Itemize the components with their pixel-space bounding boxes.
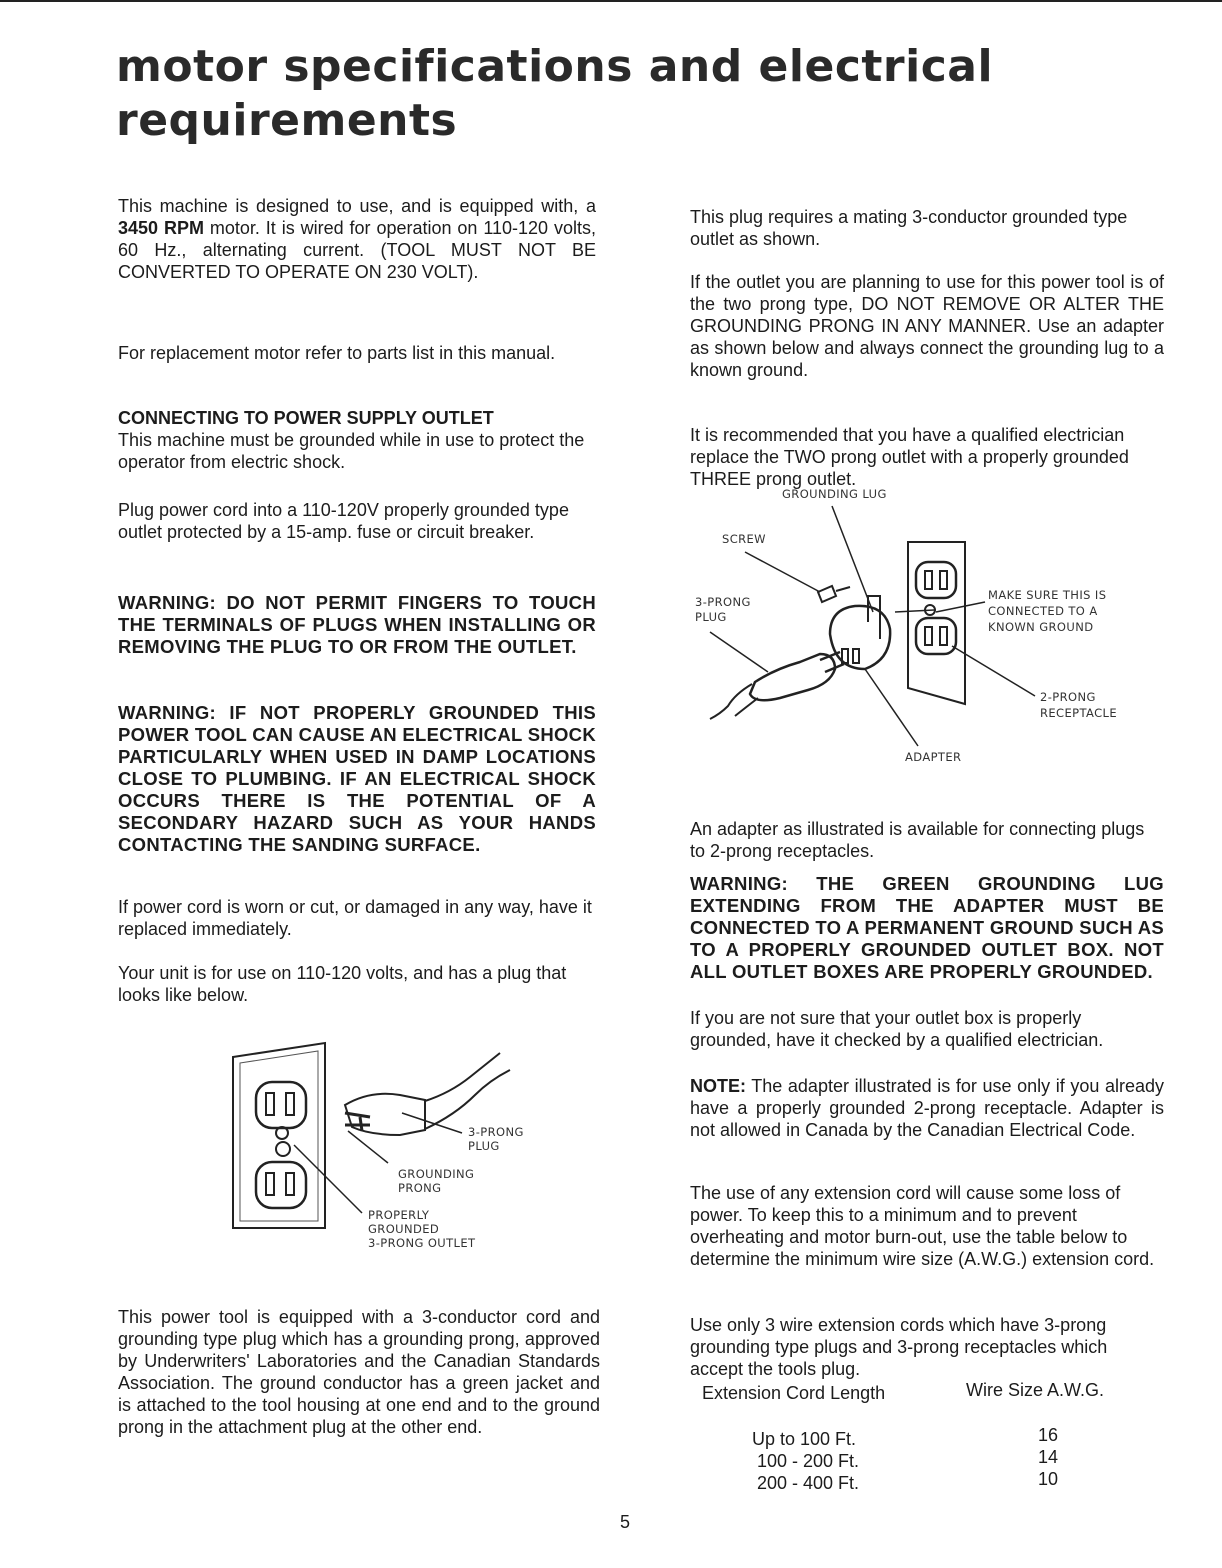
label-grounding-lug: GROUNDING LUG xyxy=(782,487,887,501)
wall-plate-outline xyxy=(233,1043,325,1228)
power-cord-paragraph: If power cord is worn or cut, or damaged in any way, have it replaced immediately. xyxy=(118,897,592,939)
screw-icon xyxy=(818,586,850,602)
table-header-length: Extension Cord Length xyxy=(702,1383,886,1403)
label-grounded: GROUNDED xyxy=(368,1222,440,1236)
label-receptacle: RECEPTACLE xyxy=(1040,706,1117,720)
table-cell-size: 14 xyxy=(1038,1447,1059,1467)
note-paragraph xyxy=(690,1075,1164,1141)
label-3-prong-outlet: 3-PRONG OUTLET xyxy=(368,1236,476,1250)
wall-plate-outline xyxy=(908,542,965,704)
table-header-size: Wire Size A.W.G. xyxy=(966,1380,1105,1400)
label-2-prong: 2-PRONG xyxy=(1040,690,1096,704)
adapter-available-paragraph: An adapter as illustrated is available for connecting plugs to 2-prong receptacles. xyxy=(690,819,1145,861)
section-heading: CONNECTING TO POWER SUPPLY OUTLET xyxy=(118,408,494,428)
extension-cord-paragraph: The use of any extension cord will cause some loss of power. To keep this to a minimum and to prevent overheating and motor burn-out, use the table below to determine the minimum wire size (A.W.G.) extension cord. xyxy=(690,1183,1155,1269)
three-wire-paragraph: Use only 3 wire extension cords which have 3-prong grounding type plugs and 3-prong receptacles which accept the tools plug. xyxy=(690,1315,1108,1379)
plug-power-paragraph: Plug power cord into a 110-120V properly grounded type outlet protected by a 15-amp. fuse or circuit breaker. xyxy=(118,500,569,542)
two-prong-paragraph: If the outlet you are planning to use for this power tool is of the two prong type, DO NOT REMOVE OR ALTER THE GROUNDING PRONG IN ANY MANNER. Use an adapter as shown below and always connect the grounding lug to a known ground. xyxy=(690,272,1164,380)
adapter-icon xyxy=(830,596,890,669)
intro-text-cont: motor. It is wired for operation on 110-120 volts, 60 Hz., alternating current. (TOOL MUST NOT BE CONVERTED TO OPERATE ON 230 VOLT). xyxy=(118,218,596,282)
warning-grounded: WARNING: IF NOT PROPERLY GROUNDED THIS POWER TOOL CAN CAUSE AN ELECTRICAL SHOCK PARTICULARLY WHEN USED IN DAMP LOCATIONS CLOSE TO PLUMBING. IF AN ELECTRICAL SHOCK OCCURS THERE IS THE POTENTIAL OF A SECONDARY HAZARD SUCH AS YOUR HANDS CONTACTING THE SANDING SURFACE. xyxy=(118,701,596,855)
upper-receptacle-icon xyxy=(916,562,956,598)
label-adapter: ADAPTER xyxy=(905,750,962,764)
intro-text: This machine is designed to use, and is equipped with, a xyxy=(118,196,596,216)
top-rule xyxy=(0,0,1222,2)
label-make-sure: MAKE SURE THIS IS xyxy=(988,588,1107,602)
rpm-value: 3450 RPM xyxy=(118,218,204,238)
note-text: The adapter illustrated is for use only if you already have a properly grounded 2-prong receptacle. Adapter is not allowed in Canada by the Canadian Electrical Code. xyxy=(690,1076,1164,1140)
warning-fingers: WARNING: DO NOT PERMIT FINGERS TO TOUCH THE TERMINALS OF PLUGS WHEN INSTALLING OR REMOVING THE PLUG TO OR FROM THE OUTLET. xyxy=(118,591,596,657)
lower-receptacle-icon xyxy=(916,618,956,654)
equipped-cord-paragraph: This power tool is equipped with a 3-conductor cord and grounding type plug which has a grounding prong, approved by Underwriters' Laboratories and the Canadian Standards Association. The ground conductor has a green jacket and is attached to the tool housing at one end and to the ground prong in the attachment plug at the other end. xyxy=(118,1307,600,1437)
page-number: 5 xyxy=(620,1512,631,1532)
label-3-prong: 3-PRONG xyxy=(468,1125,524,1139)
label-connected-to: CONNECTED TO A xyxy=(988,604,1098,618)
screw-icon xyxy=(276,1142,290,1156)
three-prong-plug-icon xyxy=(710,652,844,719)
label-plug: PLUG xyxy=(468,1139,500,1153)
label-screw: SCREW xyxy=(722,532,766,546)
upper-receptacle-icon xyxy=(256,1082,306,1128)
unit-voltage-paragraph: Your unit is for use on 110-120 volts, and has a plug that looks like below. xyxy=(118,963,567,1005)
table-cell-length: 200 - 400 Ft. xyxy=(757,1473,860,1493)
table-cell-length: 100 - 200 Ft. xyxy=(757,1451,860,1471)
outlet-plug-diagram xyxy=(220,1035,540,1265)
outlet-box-paragraph: If you are not sure that your outlet box is properly grounded, have it checked by a qualified electrician. xyxy=(690,1008,1104,1050)
adapter-diagram xyxy=(690,484,1130,769)
table-cell-size: 10 xyxy=(1038,1469,1059,1489)
warning-grounding-lug: WARNING: THE GREEN GROUNDING LUG EXTENDING FROM THE ADAPTER MUST BE CONNECTED TO A PERMANENT GROUND SUCH AS TO A PROPERLY GROUNDED OUTLET BOX. NOT ALL OUTLET BOXES ARE PROPERLY GROUNDED. xyxy=(690,872,1164,982)
label-3-prong: 3-PRONG xyxy=(695,595,751,609)
label-known-ground: KNOWN GROUND xyxy=(988,620,1094,634)
label-grounding: GROUNDING xyxy=(398,1167,475,1181)
label-properly: PROPERLY xyxy=(368,1208,430,1222)
table-cell-length: Up to 100 Ft. xyxy=(752,1429,857,1449)
label-plug: PLUG xyxy=(695,610,727,624)
grounding-paragraph: This machine must be grounded while in use to protect the operator from electric shock. xyxy=(118,430,585,472)
page-title: motor specifications and electrical requirements xyxy=(116,41,994,146)
intro-paragraph xyxy=(118,195,596,283)
mating-outlet-paragraph: This plug requires a mating 3-conductor grounded type outlet as shown. xyxy=(690,207,1128,249)
note-label: NOTE: xyxy=(690,1076,746,1096)
lower-receptacle-icon xyxy=(256,1162,306,1208)
table-cell-size: 16 xyxy=(1038,1425,1059,1445)
replacement-motor-paragraph: For replacement motor refer to parts list in this manual. xyxy=(118,343,556,363)
label-prong: PRONG xyxy=(398,1181,442,1195)
electrician-paragraph: It is recommended that you have a qualified electrician replace the TWO prong outlet with a properly grounded THREE prong outlet. xyxy=(690,425,1129,489)
three-prong-plug-icon xyxy=(345,1053,510,1135)
